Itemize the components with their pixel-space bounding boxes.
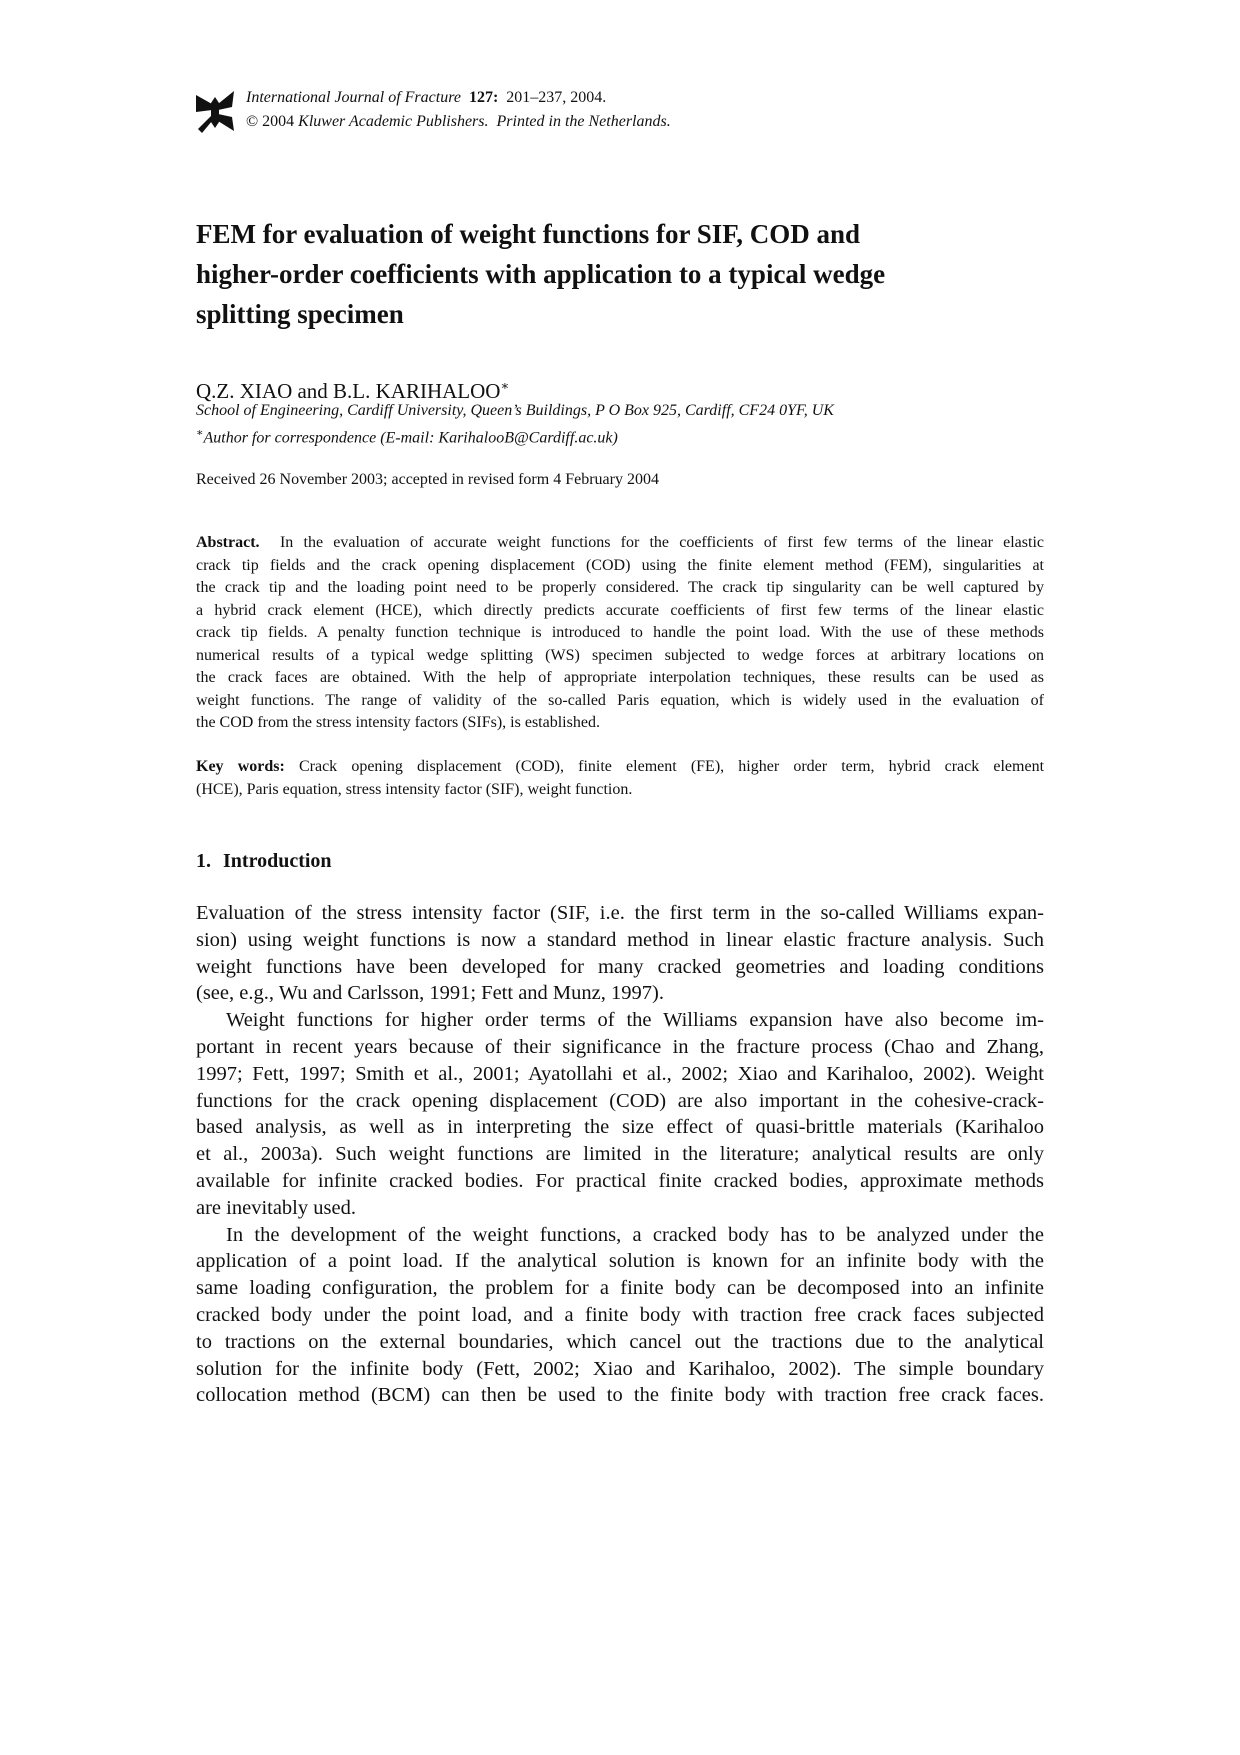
section-heading	[196, 848, 332, 874]
journal-name: International Journal of Fracture	[246, 89, 461, 106]
abstract-line: a hybrid crack element (HCE), which directly predicts accurate coefficients of first few terms of the linear elastic	[196, 601, 1044, 619]
keywords-line-text: Crack opening displacement (COD), finite element (FE), higher order term, hybrid crack element	[298, 758, 1045, 775]
affiliation-block	[196, 400, 834, 449]
body-line: to tractions on the external boundaries, which cancel out the tractions due to the analytical	[196, 1330, 1044, 1353]
abstract	[196, 532, 1044, 735]
abstract-line: the COD from the stress intensity factors (SIFs), is established.	[196, 714, 600, 731]
section-title: Introduction	[223, 850, 332, 872]
abstract-line: numerical results of a typical wedge splitting (WS) specimen subjected to wedge forces at arbitrary locations on	[196, 646, 1044, 664]
body-line: same loading configuration, the problem for a finite body can be decomposed into an infinite	[196, 1277, 1044, 1300]
body-line: weight functions have been developed for many cracked geometries and loading conditions	[196, 955, 1044, 978]
received-dates: Received 26 November 2003; accepted in revised form 4 February 2004	[196, 471, 659, 488]
printed-note: Printed in the Netherlands.	[496, 113, 671, 130]
body-line: sion) using weight functions is now a standard method in linear elastic fracture analysis. Such	[196, 928, 1044, 951]
abstract-label: Abstract.	[196, 534, 260, 551]
body-line: 1997; Fett, 1997; Smith et al., 2001; Ayatollahi et al., 2002; Xiao and Karihaloo, 2002). Weight	[196, 1062, 1044, 1085]
keywords	[196, 756, 1044, 801]
body-line: collocation method (BCM) can then be used to the finite body with traction free crack faces.	[196, 1384, 1044, 1407]
paper-title	[196, 214, 1096, 334]
correspondence-text: Author for correspondence (E-mail: KarihalooB@Cardiff.ac.uk)	[203, 429, 618, 447]
body-line: based analysis, as well as in interpreting the size effect of quasi-brittle materials (Karihaloo	[196, 1116, 1044, 1139]
keywords-label: Key words:	[196, 758, 285, 775]
body-line: functions for the crack opening displacement (COD) are also important in the cohesive-crack-	[196, 1089, 1044, 1112]
body-line: cracked body under the point load, and a finite body with traction free crack faces subjected	[196, 1303, 1044, 1326]
body-line: solution for the infinite body (Fett, 2002; Xiao and Karihaloo, 2002). The simple boundary	[196, 1357, 1044, 1380]
abstract-line: the crack faces are obtained. With the help of appropriate interpolation techniques, these results can be used as	[196, 669, 1044, 686]
body-line: Evaluation of the stress intensity factor (SIF, i.e. the first term in the so-called Williams expan-	[196, 902, 1044, 924]
journal-header	[196, 86, 896, 136]
title-line: FEM for evaluation of weight functions for SIF, COD and	[196, 219, 861, 249]
publisher-logo-icon	[196, 91, 234, 133]
abstract-line: crack tip fields and the crack opening displacement (COD) using the finite element method (FEM), singularities at	[196, 556, 1044, 574]
abstract-line: weight functions. The range of validity of the so-called Paris equation, which is widely used in the evaluation of	[196, 691, 1044, 709]
keywords-line: (HCE), Paris equation, stress intensity factor (SIF), weight function.	[196, 780, 633, 798]
correspondence-note	[196, 422, 834, 449]
abstract-line: the crack tip and the loading point need to be properly considered. The crack tip singularity can be well captured by	[196, 579, 1044, 596]
journal-line-2	[246, 110, 671, 134]
body-line: are inevitably used.	[196, 1196, 356, 1219]
journal-volume: 127:	[468, 89, 499, 106]
author-names: Q.Z. XIAO and B.L. KARIHALOO	[196, 379, 501, 403]
affiliation: School of Engineering, Cardiff University, Queen’s Buildings, P O Box 925, Cardiff, CF24 0YF, UK	[196, 402, 834, 419]
body-line: Weight functions for higher order terms of the Williams expansion have also become im-	[226, 1009, 1044, 1032]
body-line: available for infinite cracked bodies. For practical finite cracked bodies, approximate methods	[196, 1169, 1044, 1192]
author-footnote-marker: ∗	[500, 378, 510, 393]
abstract-line: crack tip fields. A penalty function technique is introduced to handle the point load. With the use of these methods	[196, 624, 1044, 641]
body-line: portant in recent years because of their significance in the fracture process (Chao and Zhang,	[196, 1035, 1044, 1058]
body-line: In the development of the weight functions, a cracked body has to be analyzed under the	[226, 1223, 1044, 1246]
journal-citation	[246, 86, 671, 134]
abstract-line	[196, 532, 1044, 555]
body-line: application of a point load. If the analytical solution is known for an infinite body with the	[196, 1250, 1044, 1273]
body-line: et al., 2003a). Such weight functions are limited in the literature; analytical results are only	[196, 1143, 1044, 1166]
section-number: 1.	[196, 850, 211, 872]
keywords-line	[196, 756, 1044, 779]
journal-line-1	[246, 86, 671, 110]
correspondence-marker: ∗	[196, 427, 204, 439]
introduction-text	[196, 900, 1044, 1409]
body-line: (see, e.g., Wu and Carlsson, 1991; Fett and Munz, 1997).	[196, 982, 664, 1005]
journal-pages: 201–237, 2004.	[506, 89, 607, 106]
title-line: higher-order coefficients with application to a typical wedge	[196, 259, 886, 289]
abstract-line-text: In the evaluation of accurate weight functions for the coefficients of first few terms of the linear elastic	[279, 534, 1045, 551]
copyright-prefix: © 2004	[246, 113, 295, 130]
publisher-name: Kluwer Academic Publishers.	[298, 113, 489, 130]
title-line: splitting specimen	[196, 299, 404, 329]
